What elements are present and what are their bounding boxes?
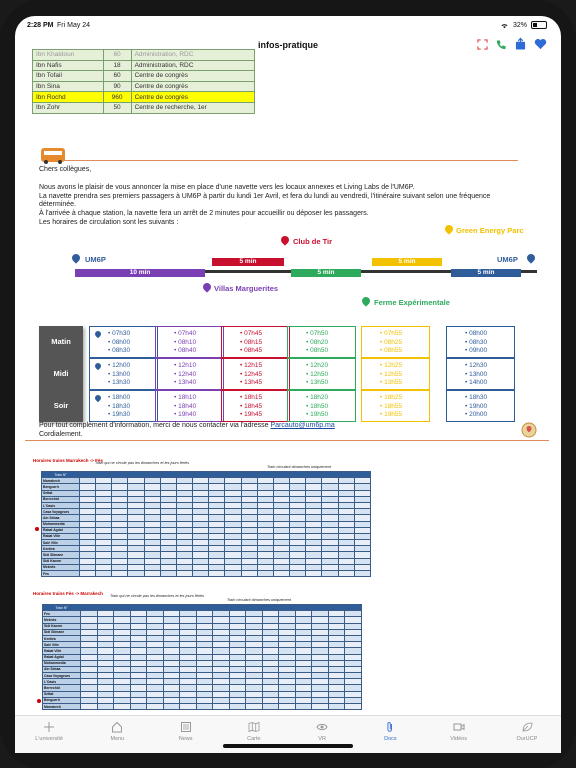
schedule-time: • 08h55 xyxy=(380,347,403,354)
station-name: Marrakech xyxy=(42,478,80,484)
time-cell xyxy=(354,571,370,577)
stop-label: Green Energy Parc xyxy=(456,226,524,235)
schedule-time: • 18h10 xyxy=(174,394,197,401)
schedule-time: • 14h00 xyxy=(465,379,488,386)
time-cell xyxy=(144,571,160,577)
station-name: Benguerir xyxy=(43,697,81,703)
time-cell xyxy=(97,704,114,710)
time-cell xyxy=(246,704,263,710)
pin-icon xyxy=(70,252,81,263)
station-name: Sidi Slimane xyxy=(43,629,81,635)
stop-label: UM6P xyxy=(85,255,106,264)
tab-ourucp[interactable] xyxy=(493,716,561,753)
room-location: Centre de congrès xyxy=(131,81,254,92)
train-table-title: Horaires trains Marrakech -> Fès xyxy=(33,458,103,463)
home-indicator xyxy=(223,744,353,748)
schedule-cell xyxy=(89,326,158,358)
schedule-time: • 12h40 xyxy=(174,370,197,378)
paperclip-icon xyxy=(384,721,396,733)
phone-icon[interactable] xyxy=(496,39,507,50)
page-title: infos-pratique xyxy=(258,40,318,50)
time-cell xyxy=(225,571,241,577)
train-note: Train circulant dimanches uniquement xyxy=(267,465,331,469)
battery-icon xyxy=(531,21,547,29)
schedule-time: • 12h45 xyxy=(240,370,263,378)
marker-icon xyxy=(37,699,41,703)
schedule-time: • 08h45 xyxy=(240,347,263,354)
time-cell xyxy=(290,571,306,577)
divider xyxy=(25,440,549,441)
period-label: Midi xyxy=(39,358,83,390)
schedule-cell xyxy=(446,390,515,422)
schedule-time: • 12h30 xyxy=(465,362,488,369)
time-cell xyxy=(312,704,329,710)
tab-news[interactable] xyxy=(152,716,220,753)
vr-icon xyxy=(316,721,328,733)
table-row xyxy=(33,60,255,71)
tab-universite[interactable] xyxy=(15,716,83,753)
station-name: Mohammedia xyxy=(43,660,81,666)
schedule-time: • 12h25 xyxy=(380,362,403,369)
schedule-time: • 18h30 xyxy=(108,402,131,410)
tab-videos[interactable] xyxy=(425,716,493,753)
time-cell xyxy=(306,571,322,577)
schedule-cell xyxy=(287,358,356,390)
status-time: 2:28 PM xyxy=(27,22,54,29)
news-icon xyxy=(180,721,192,733)
room-location: Centre de recherche, 1er xyxy=(131,102,254,113)
divider xyxy=(63,160,518,161)
time-cell xyxy=(81,704,98,710)
station-name: Rabat Ville xyxy=(43,648,81,654)
room-location: Centre de congrès xyxy=(131,71,254,82)
schedule-time: • 07h45 xyxy=(240,330,263,337)
room-name: Ibn Nafis xyxy=(33,60,104,71)
paragraph: À l'arrivée à chaque station, la navette fera un arrêt de 2 minutes pour accueillir ou déposer les passagers. xyxy=(39,210,369,218)
station-name: Rabat Ville xyxy=(42,533,80,539)
schedule-cell xyxy=(446,326,515,358)
time-cell xyxy=(295,704,312,710)
schedule-time: • 12h15 xyxy=(240,362,263,369)
tab-label: Vidéos xyxy=(450,736,467,742)
schedule-time: • 13h00 xyxy=(465,370,488,378)
tab-label: Carte xyxy=(247,736,261,742)
room-location: Administration, RDC xyxy=(131,50,254,61)
schedule-time: • 13h30 xyxy=(108,379,131,386)
station-name: Fès xyxy=(43,611,81,617)
time-cell xyxy=(112,571,128,577)
schedule-time: • 20h00 xyxy=(465,411,488,418)
station-name: Sidi Kacem xyxy=(43,623,81,629)
time-cell xyxy=(279,704,296,710)
time-cell xyxy=(241,571,257,577)
schedule-time: • 07h55 xyxy=(380,330,403,337)
tab-docs[interactable] xyxy=(356,716,424,753)
station-name: L'Oasis xyxy=(43,679,81,685)
time-cell xyxy=(80,571,96,577)
schedule-time: • 12h20 xyxy=(306,362,329,369)
video-icon xyxy=(453,721,465,733)
schedule-cell xyxy=(155,358,224,390)
schedule-cell xyxy=(361,326,430,358)
schedule-cell xyxy=(155,390,224,422)
schedule-cell xyxy=(89,390,158,422)
pin-icon xyxy=(94,362,102,370)
map-pin-badge-icon xyxy=(521,422,537,440)
room-name: Ibn Rochd xyxy=(33,92,104,103)
station-name: Ain Sebaa xyxy=(43,666,81,672)
schedule-time: • 08h25 xyxy=(380,338,403,346)
time-cell xyxy=(160,571,176,577)
email-link[interactable]: Parcauto@um6p.ma xyxy=(270,422,335,429)
schedule-cell xyxy=(221,358,290,390)
room-capacity: 60 xyxy=(103,50,131,61)
schedule-cell xyxy=(155,326,224,358)
room-name: Ibn Sina xyxy=(33,81,104,92)
tab-menu[interactable] xyxy=(83,716,151,753)
schedule-time: • 08h15 xyxy=(240,338,263,346)
status-bar xyxy=(15,16,561,38)
station-name: Settat xyxy=(42,490,80,496)
time-cell xyxy=(176,571,192,577)
marker-icon xyxy=(35,527,39,531)
greeting: Chers collègues, xyxy=(39,166,92,173)
table-row xyxy=(33,81,255,92)
station-name: Casa Voyageurs xyxy=(43,673,81,679)
time-cell xyxy=(229,704,246,710)
schedule-time: • 08h00 xyxy=(465,330,488,337)
time-cell xyxy=(345,704,362,710)
schedule-time: • 19h40 xyxy=(174,411,197,418)
station-name: Berrechid xyxy=(42,496,80,502)
bus-icon xyxy=(41,148,65,162)
leaf-icon xyxy=(521,721,533,733)
stop-label: Villas Marguerites xyxy=(214,284,279,293)
time-cell xyxy=(114,704,131,710)
time-cell xyxy=(163,704,180,710)
schedule-cell xyxy=(361,390,430,422)
segment: 5 min xyxy=(372,258,442,266)
train-note: Train circulant dimanches uniquement xyxy=(227,598,291,602)
room-capacity: 50 xyxy=(103,102,131,113)
table-row xyxy=(42,571,371,577)
station-name: Benguerir xyxy=(42,484,80,490)
room-capacity: 18 xyxy=(103,60,131,71)
schedule-time: • 12h50 xyxy=(306,370,329,378)
station-name: Kenitra xyxy=(43,635,81,641)
tab-label: News xyxy=(178,736,193,742)
station-name: Rabat Agdal xyxy=(43,654,81,660)
status-date: Fri May 24 xyxy=(57,22,91,29)
schedule-time: • 08h20 xyxy=(306,338,329,346)
schedule-time: • 13h50 xyxy=(306,379,329,386)
time-cell xyxy=(96,571,112,577)
pin-icon xyxy=(94,330,102,338)
station-name: Ain Sebaa xyxy=(42,515,80,521)
segment: 5 min xyxy=(451,269,521,277)
plus-icon xyxy=(43,721,55,733)
schedule-time: • 08h30 xyxy=(108,347,131,354)
station-name: Salé Ville xyxy=(43,642,81,648)
schedule-time: • 18h15 xyxy=(240,394,263,401)
schedule-time: • 18h30 xyxy=(465,394,488,401)
station-name: Meknès xyxy=(43,617,81,623)
period-label: Soir xyxy=(39,390,83,422)
station-name: Marrakech xyxy=(43,704,81,710)
time-cell xyxy=(273,571,289,577)
train-header: Train N° xyxy=(43,605,81,611)
schedule-cell xyxy=(446,358,515,390)
schedule-time: • 13h00 xyxy=(108,370,131,378)
schedule-time: • 19h55 xyxy=(380,411,403,418)
schedule-time: • 08h40 xyxy=(174,347,197,354)
time-cell xyxy=(322,571,338,577)
stop-label: Ferme Expérimentale xyxy=(374,298,450,307)
station-name: Meknès xyxy=(42,564,80,570)
wifi-icon xyxy=(500,22,509,29)
schedule-cell xyxy=(221,390,290,422)
schedule-time: • 12h00 xyxy=(108,362,131,369)
schedule-time: • 19h45 xyxy=(240,411,263,418)
closing-text: Cordialement. xyxy=(39,431,83,438)
tab-label: OurUCP xyxy=(516,736,538,742)
tab-label: Docs xyxy=(384,736,397,742)
train-note: Train qui ne circule pas les dimanches et les jours fériés xyxy=(95,461,190,465)
tab-label: L'université xyxy=(35,736,63,742)
train-table-marrakech-fes xyxy=(41,471,371,577)
time-cell xyxy=(328,704,345,710)
paragraph: Les horaires de circulation sont les suivants : xyxy=(39,218,179,226)
train-table-title: Horaires trains Fès -> Marrakech xyxy=(33,591,103,596)
schedule-time: • 07h40 xyxy=(174,330,197,337)
rooms-table xyxy=(32,49,255,114)
schedule-cell xyxy=(89,358,158,390)
station-name: Rabat Agdal xyxy=(42,527,80,533)
stop-label: UM6P xyxy=(497,255,518,264)
room-location: Centre de congrès xyxy=(131,92,254,103)
station-name: Sidi Slimane xyxy=(42,552,80,558)
pin-icon xyxy=(279,234,290,245)
time-cell xyxy=(338,571,354,577)
schedule-cell xyxy=(287,390,356,422)
room-capacity: 90 xyxy=(103,81,131,92)
home-icon xyxy=(111,721,123,733)
pin-icon xyxy=(94,394,102,402)
table-row xyxy=(33,102,255,113)
time-cell xyxy=(213,704,230,710)
train-header: Train N° xyxy=(42,472,80,478)
station-name: Berrechid xyxy=(43,685,81,691)
schedule-time: • 18h50 xyxy=(306,402,329,410)
schedule-cell xyxy=(221,326,290,358)
fullscreen-icon[interactable] xyxy=(477,39,488,50)
time-cell xyxy=(262,704,279,710)
station-name: Salé Ville xyxy=(42,540,80,546)
schedule-time: • 07h30 xyxy=(108,330,131,337)
paragraph: La navette prendra ses premiers passagers à UM6P à partir du lundi 1er Avril, et fera du lundi au vendredi, l'itinéraire suivant selon une fréquence déterminée. xyxy=(39,192,491,209)
schedule-time: • 13h55 xyxy=(380,379,403,386)
contact-text: Pour tout complément d'information, merci de nous contacter via l'adresse xyxy=(39,422,269,429)
segment: 5 min xyxy=(291,269,361,277)
time-cell xyxy=(257,571,273,577)
station-name: Kenitra xyxy=(42,546,80,552)
schedule-time: • 08h00 xyxy=(108,338,131,346)
station-name: Mohammedia xyxy=(42,521,80,527)
time-cell xyxy=(209,571,225,577)
share-icon[interactable] xyxy=(515,38,526,50)
paragraph: Nous avons le plaisir de vous annoncer la mise en place d'une navette vers les locaux annexes et Living Labs de l'UM6P. xyxy=(39,183,415,191)
announcement-text xyxy=(39,166,529,228)
schedule-time: • 09h00 xyxy=(465,347,488,354)
segment: 10 min xyxy=(75,269,205,277)
station-name: Settat xyxy=(43,691,81,697)
tab-label: VR xyxy=(318,736,326,742)
schedule-time: • 12h55 xyxy=(380,370,403,378)
train-note: Train qui ne circule pas les dimanches et les jours fériés xyxy=(110,594,205,598)
pin-icon xyxy=(360,295,371,306)
time-cell xyxy=(147,704,164,710)
time-cell xyxy=(180,704,197,710)
station-name: Sidi Kacem xyxy=(42,558,80,564)
schedule-time: • 18h25 xyxy=(380,394,403,401)
app-screen xyxy=(15,16,561,753)
schedule-cell xyxy=(287,326,356,358)
footer-text xyxy=(39,421,335,439)
pin-icon xyxy=(525,252,536,263)
room-name: Ibn Khaldoun xyxy=(33,50,104,61)
time-cell xyxy=(128,571,144,577)
table-row xyxy=(33,50,255,61)
schedule-time: • 08h10 xyxy=(174,338,197,346)
tab-label: Menu xyxy=(110,736,125,742)
schedule-time: • 13h45 xyxy=(240,379,263,386)
map-icon xyxy=(248,721,260,733)
room-capacity: 60 xyxy=(103,71,131,82)
schedule-time: • 18h45 xyxy=(240,402,263,410)
room-location: Administration, RDC xyxy=(131,60,254,71)
station-name: L'Oasis xyxy=(42,502,80,508)
document-content[interactable] xyxy=(15,51,561,714)
schedule-time: • 08h50 xyxy=(306,347,329,354)
table-row xyxy=(43,704,362,710)
room-name: Ibn Zohr xyxy=(33,102,104,113)
station-name: Casa Voyageurs xyxy=(42,509,80,515)
schedule-time: • 07h50 xyxy=(306,330,329,337)
segment: 5 min xyxy=(212,258,284,266)
pin-icon xyxy=(201,281,212,292)
period-label: Matin xyxy=(39,326,83,358)
schedule-time: • 19h00 xyxy=(465,402,488,410)
schedule-time: • 08h30 xyxy=(465,338,488,346)
schedule-time: • 18h40 xyxy=(174,402,197,410)
room-capacity: 960 xyxy=(103,92,131,103)
schedule-time: • 18h00 xyxy=(108,394,131,401)
stop-label: Club de Tir xyxy=(293,237,333,246)
schedule-time: • 19h30 xyxy=(108,411,131,418)
time-cell xyxy=(130,704,147,710)
schedule-time: • 19h50 xyxy=(306,411,329,418)
train-table-fes-marrakech xyxy=(42,604,362,710)
schedule-time: • 13h40 xyxy=(174,379,197,386)
station-name: Fès xyxy=(42,571,80,577)
battery-percent: 32% xyxy=(512,21,527,29)
schedule-time: • 12h10 xyxy=(174,362,197,369)
schedule-time: • 18h55 xyxy=(380,402,403,410)
time-cell xyxy=(193,571,209,577)
room-name: Ibn Tofail xyxy=(33,71,104,82)
heart-icon[interactable] xyxy=(534,38,547,50)
time-cell xyxy=(196,704,213,710)
table-row-highlighted xyxy=(33,92,255,103)
table-row xyxy=(33,71,255,82)
schedule-time: • 18h20 xyxy=(306,394,329,401)
schedule-cell xyxy=(361,358,430,390)
